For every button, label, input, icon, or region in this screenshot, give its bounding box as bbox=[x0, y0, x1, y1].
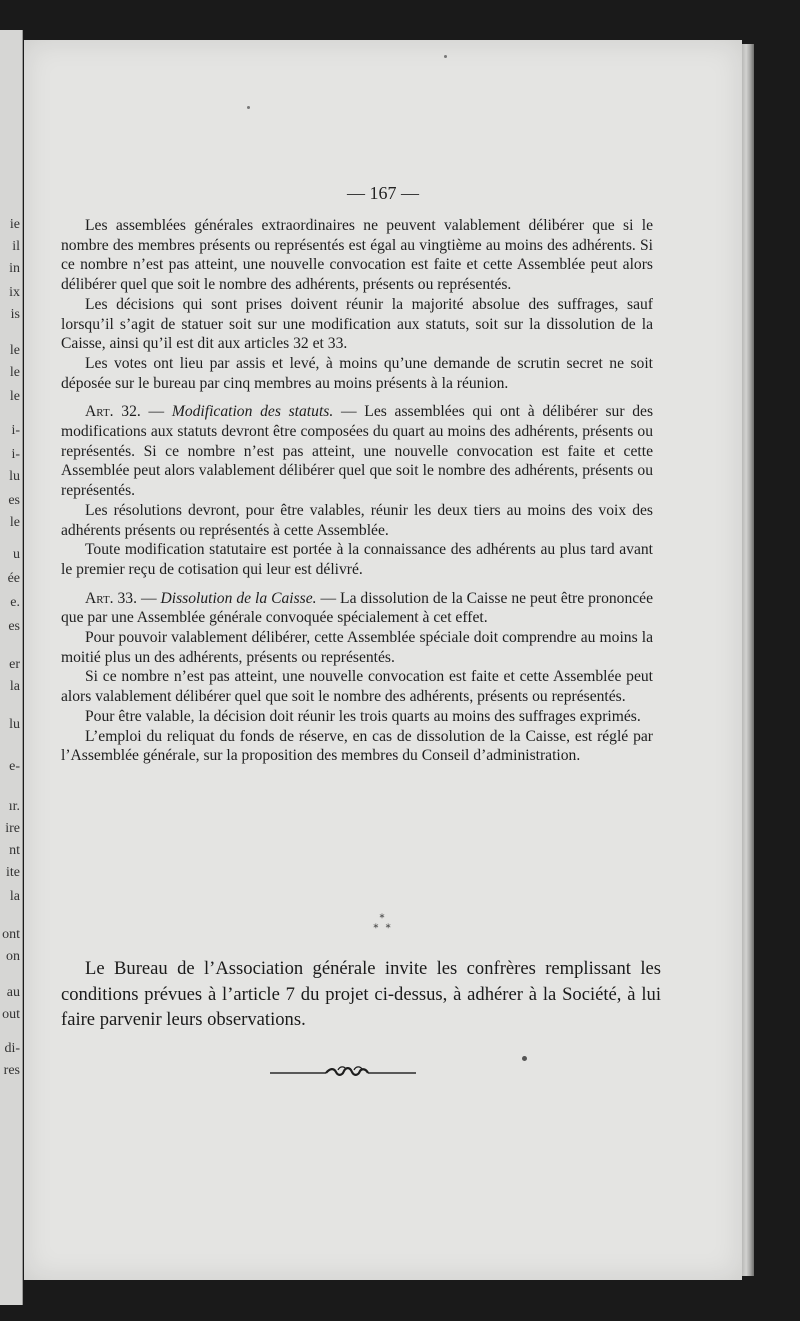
facing-page-fragment: i- bbox=[11, 423, 20, 438]
facing-page-fragment: au bbox=[6, 985, 20, 1000]
facing-page-fragment: es bbox=[8, 619, 20, 634]
facing-page-fragment: u bbox=[13, 547, 20, 562]
facing-page-edge bbox=[0, 30, 23, 1305]
ink-spot bbox=[444, 55, 447, 58]
facing-page-fragment: ite bbox=[6, 865, 20, 880]
facing-page-fragment: is bbox=[10, 307, 20, 322]
closing-notice bbox=[61, 956, 661, 1033]
closing-paragraph: Le Bureau de l’Association générale invite les confrères remplissant les conditions prévues à l’article 7 du projet ci-dessus, à adhérer à la Société, à lui faire parvenir leurs observations. bbox=[61, 958, 661, 1030]
asterism-separator: * * * bbox=[373, 913, 393, 934]
ink-spot bbox=[522, 1056, 527, 1061]
facing-page-fragment: il bbox=[12, 239, 20, 254]
book-page bbox=[24, 40, 742, 1280]
article-33-title: Dissolution de la Caisse. bbox=[160, 589, 317, 607]
facing-page-fragment: es bbox=[8, 493, 20, 508]
article-33-paragraph: Si ce nombre n’est pas atteint, une nouvelle convocation est faite et cette Assemblée peut alors valablement délibérer quel que soit le nombre des adhérents, présents ou représentés. bbox=[61, 668, 653, 706]
facing-page-fragment: ée bbox=[7, 571, 20, 586]
article-32-paragraph: Les résolutions devront, pour être valables, réunir les deux tiers au moins des voix des adhérents présents ou représentés à cette Assemblée. bbox=[61, 501, 653, 539]
article-33-label: Art. 33. bbox=[85, 589, 137, 607]
facing-page-fragment: le bbox=[9, 365, 20, 380]
facing-page-fragment: res bbox=[3, 1063, 20, 1078]
ink-spot bbox=[247, 106, 250, 109]
paragraph-extraordinary-assemblies: Les assemblées générales extraordinaires ne peuvent valablement délibérer que si le nombre des membres présents ou représentés est égal au vingtième au moins des adhérents. Si ce nombre n’est pas atteint, une nouvelle convocation est faite et cette Assemblée peut alors délibérer quel que soit le nombre des adhérents, présents ou représentés. bbox=[61, 217, 653, 294]
article-33-paragraph: Pour pouvoir valablement délibérer, cette Assemblée spéciale doit comprendre au moins la moitié plus un des adhérents, présents ou représentés. bbox=[61, 629, 653, 666]
article-32-label: Art. 32. bbox=[85, 403, 141, 421]
facing-page-fragment: le bbox=[9, 389, 20, 404]
facing-page-fragment: di- bbox=[4, 1041, 20, 1056]
facing-page-fragment: e- bbox=[9, 759, 20, 774]
article-32: Art. 32. — Modification des statuts. — Les assemblées qui ont à délibérer sur des modifications aux statuts devront être composées du quart au moins des adhérents, présents ou représentés. Si ce nombre n’est pas atteint, une nouvelle convocation est faite et cette Assemblée peut alors valablement délibérer quel que soit le nombre des adhérents, présents ou représentés. bbox=[61, 403, 654, 500]
facing-page-fragment: i- bbox=[11, 447, 20, 462]
facing-page-fragment: ont bbox=[2, 927, 20, 942]
facing-page-fragment: in bbox=[9, 261, 20, 276]
article-33-paragraph: Pour être valable, la décision doit réunir les trois quarts au moins des suffrages exprimés. bbox=[85, 707, 641, 725]
facing-page-fragment: le bbox=[9, 515, 20, 530]
body-text bbox=[61, 216, 653, 766]
article-33: Art. 33. — Dissolution de la Caisse. — La dissolution de la Caisse ne peut être prononcée que par une Assemblée générale convoquée spécialement à cet effet. bbox=[61, 589, 654, 627]
paragraph-votes: Les votes ont lieu par assis et levé, à moins qu’une demande de scrutin secret ne soit déposée sur le bureau par cinq membres au moins présents à la réunion. bbox=[61, 354, 653, 392]
article-32-text: Les assemblées qui ont à délibérer sur des modifications aux statuts devront être composées du quart au moins des adhérents, présents ou représentés. Si ce nombre n’est pas atteint, une nouvelle convocation est faite et cette Assemblée peut alors valablement délibérer quel que soit le nombre des adhérents, présents ou représentés. bbox=[61, 403, 654, 500]
paragraph-decisions: Les décisions qui sont prises doivent réunir la majorité absolue des suffrages, sauf lorsqu’il s’agit de statuer soit sur une modification aux statuts, soit sur la dissolution de la Caisse, ainsi qu’il est dit aux articles 32 et 33. bbox=[61, 295, 653, 353]
facing-page-fragment: ire bbox=[5, 821, 20, 836]
ornament-flourish bbox=[268, 1062, 418, 1082]
facing-page-fragment: lu bbox=[9, 717, 20, 732]
facing-page-fragment: la bbox=[9, 679, 20, 694]
facing-page-fragment: on bbox=[6, 949, 20, 964]
article-33-text: La dissolution de la Caisse ne peut être prononcée que par une Assemblée générale convoquée spécialement à cet effet. bbox=[61, 589, 654, 627]
facing-page-fragment: ır. bbox=[8, 799, 20, 814]
facing-page-fragment: la bbox=[9, 889, 20, 904]
facing-page-fragment: lu bbox=[9, 469, 20, 484]
facing-page-fragment: e. bbox=[10, 595, 20, 610]
page-stack-edge bbox=[742, 44, 754, 1276]
article-32-title: Modification des statuts. bbox=[171, 403, 334, 421]
facing-page-fragment: ie bbox=[9, 217, 20, 232]
facing-page-fragment: out bbox=[2, 1007, 20, 1022]
facing-page-fragment: ix bbox=[9, 285, 20, 300]
facing-page-fragment: er bbox=[9, 657, 20, 672]
article-32-paragraph: Toute modification statutaire est portée à la connaissance des adhérents au plus tard avant le premier reçu de cotisation qui leur est délivré. bbox=[61, 541, 653, 578]
article-33-paragraph: L’emploi du reliquat du fonds de réserve, en cas de dissolution de la Caisse, est réglé par l’Assemblée générale, sur la proposition des membres du Conseil d’administration. bbox=[61, 727, 653, 765]
facing-page-fragment: nt bbox=[9, 843, 20, 858]
facing-page-fragment: le bbox=[9, 343, 20, 358]
page-number: — 167 — bbox=[347, 183, 419, 203]
